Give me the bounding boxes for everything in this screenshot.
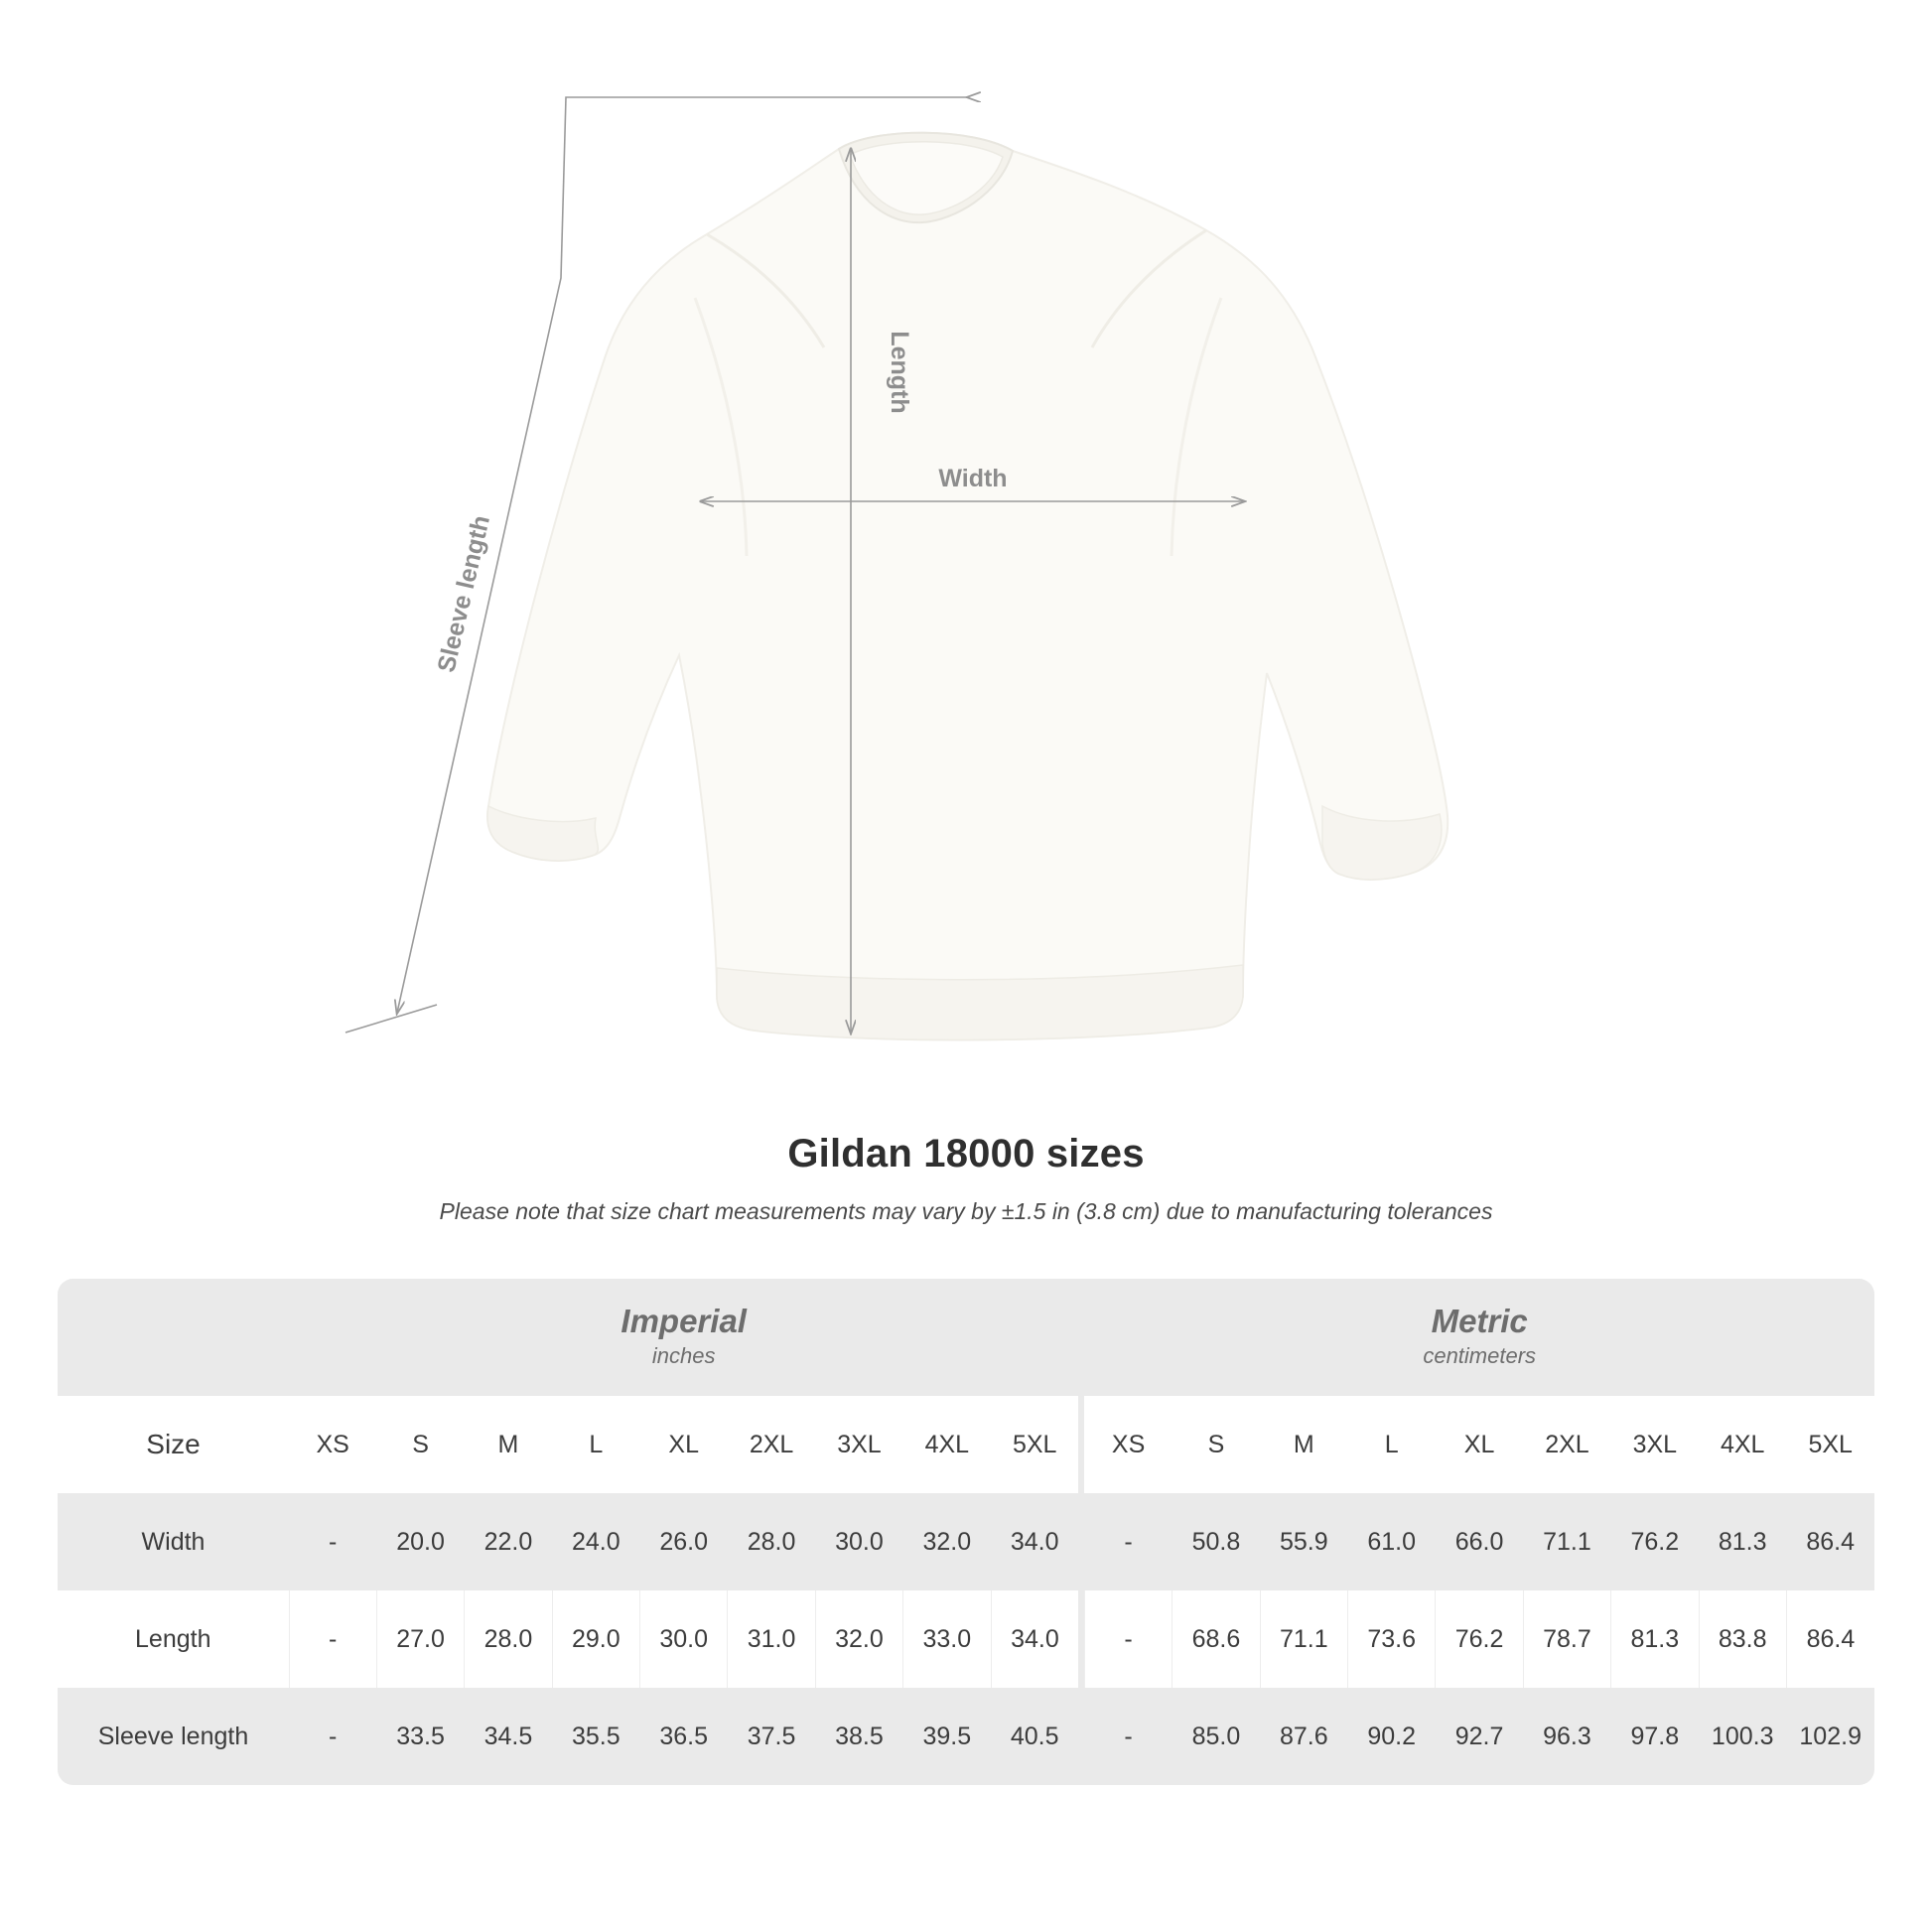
cell-length-imperial-xs: - [289, 1590, 376, 1688]
cell-width-metric-xl: 66.0 [1436, 1493, 1523, 1590]
cell-length-imperial-m: 28.0 [465, 1590, 552, 1688]
cell-length-imperial-3xl: 32.0 [815, 1590, 902, 1688]
cell-width-imperial-m: 22.0 [465, 1493, 552, 1590]
cell-length-metric-2xl: 78.7 [1523, 1590, 1610, 1688]
cell-sleeve-metric-2xl: 96.3 [1523, 1688, 1610, 1785]
cell-length-metric-m: 71.1 [1260, 1590, 1347, 1688]
tolerance-note: Please note that size chart measurements may vary by ±1.5 in (3.8 cm) due to manufacturing tolerances [439, 1198, 1493, 1224]
cell-width-imperial-xl: 26.0 [640, 1493, 728, 1590]
size-header-imperial-2xl: 2XL [728, 1396, 815, 1493]
imperial-header-cell [289, 1279, 1078, 1396]
metric-unit-sub: centimeters [1423, 1343, 1537, 1369]
cell-sleeve-metric-4xl: 100.3 [1699, 1688, 1786, 1785]
size-header-imperial-3xl: 3XL [815, 1396, 902, 1493]
sleeve-length-label: Sleeve length [432, 512, 495, 675]
size-header-metric-s: S [1173, 1396, 1260, 1493]
cell-width-metric-3xl: 76.2 [1611, 1493, 1699, 1590]
cell-sleeve-metric-m: 87.6 [1260, 1688, 1347, 1785]
size-table [58, 1279, 1874, 1785]
cell-length-metric-3xl: 81.3 [1611, 1590, 1699, 1688]
cell-width-imperial-s: 20.0 [376, 1493, 464, 1590]
metric-header-cell [1084, 1279, 1874, 1396]
cell-length-metric-xl: 76.2 [1436, 1590, 1523, 1688]
cell-sleeve-imperial-4xl: 39.5 [903, 1688, 991, 1785]
units-row-spacer [58, 1279, 289, 1396]
row-label-length: Length [58, 1590, 289, 1688]
cell-length-imperial-4xl: 33.0 [903, 1590, 991, 1688]
size-header-metric-m: M [1260, 1396, 1347, 1493]
size-header-metric-xs: XS [1084, 1396, 1172, 1493]
cell-sleeve-metric-xs: - [1084, 1688, 1172, 1785]
cell-width-metric-5xl: 86.4 [1786, 1493, 1874, 1590]
cell-sleeve-imperial-xs: - [289, 1688, 376, 1785]
size-header-metric-2xl: 2XL [1523, 1396, 1610, 1493]
cell-length-metric-xs: - [1084, 1590, 1172, 1688]
cell-sleeve-metric-5xl: 102.9 [1786, 1688, 1874, 1785]
cell-length-metric-s: 68.6 [1173, 1590, 1260, 1688]
metric-unit-name: Metric [1431, 1302, 1528, 1339]
cell-sleeve-metric-s: 85.0 [1173, 1688, 1260, 1785]
size-column-header: Size [58, 1396, 289, 1493]
size-header-imperial-xl: XL [640, 1396, 728, 1493]
width-label: Width [938, 465, 1008, 492]
cell-width-metric-m: 55.9 [1260, 1493, 1347, 1590]
cell-length-metric-5xl: 86.4 [1786, 1590, 1874, 1688]
page-title: Gildan 18000 sizes [787, 1132, 1145, 1175]
cell-width-metric-xs: - [1084, 1493, 1172, 1590]
cell-sleeve-imperial-2xl: 37.5 [728, 1688, 815, 1785]
cell-length-imperial-2xl: 31.0 [728, 1590, 815, 1688]
cell-width-imperial-5xl: 34.0 [991, 1493, 1078, 1590]
imperial-unit-name: Imperial [621, 1302, 747, 1339]
cell-width-metric-2xl: 71.1 [1523, 1493, 1610, 1590]
cell-length-metric-l: 73.6 [1348, 1590, 1436, 1688]
table-row [58, 1688, 1874, 1785]
length-label: Length [886, 331, 913, 414]
size-header-metric-xl: XL [1436, 1396, 1523, 1493]
size-header-metric-4xl: 4XL [1699, 1396, 1786, 1493]
cell-length-metric-4xl: 83.8 [1699, 1590, 1786, 1688]
cell-width-imperial-2xl: 28.0 [728, 1493, 815, 1590]
size-header-imperial-xs: XS [289, 1396, 376, 1493]
cell-width-imperial-3xl: 30.0 [815, 1493, 902, 1590]
cell-sleeve-imperial-3xl: 38.5 [815, 1688, 902, 1785]
cell-length-imperial-s: 27.0 [376, 1590, 464, 1688]
cell-width-metric-l: 61.0 [1348, 1493, 1436, 1590]
cell-sleeve-metric-3xl: 97.8 [1611, 1688, 1699, 1785]
table-row [58, 1590, 1874, 1688]
size-header-imperial-4xl: 4XL [903, 1396, 991, 1493]
cell-sleeve-metric-xl: 92.7 [1436, 1688, 1523, 1785]
sweatshirt-shape [487, 133, 1448, 1040]
size-header-imperial-m: M [465, 1396, 552, 1493]
row-label-width: Width [58, 1493, 289, 1590]
cell-width-imperial-l: 24.0 [552, 1493, 639, 1590]
cell-sleeve-imperial-l: 35.5 [552, 1688, 639, 1785]
cell-sleeve-metric-l: 90.2 [1348, 1688, 1436, 1785]
size-header-metric-5xl: 5XL [1786, 1396, 1874, 1493]
size-header-imperial-s: S [376, 1396, 464, 1493]
cell-width-imperial-xs: - [289, 1493, 376, 1590]
cell-length-imperial-xl: 30.0 [640, 1590, 728, 1688]
cell-width-metric-4xl: 81.3 [1699, 1493, 1786, 1590]
cell-sleeve-imperial-m: 34.5 [465, 1688, 552, 1785]
cell-width-metric-s: 50.8 [1173, 1493, 1260, 1590]
table-row [58, 1493, 1874, 1590]
size-table-container [58, 1279, 1874, 1785]
size-header-row [58, 1396, 1874, 1493]
size-header-imperial-5xl: 5XL [991, 1396, 1078, 1493]
size-header-metric-l: L [1348, 1396, 1436, 1493]
cell-length-imperial-5xl: 34.0 [991, 1590, 1078, 1688]
cell-width-imperial-4xl: 32.0 [903, 1493, 991, 1590]
cell-sleeve-imperial-s: 33.5 [376, 1688, 464, 1785]
title-block [0, 1132, 1932, 1225]
imperial-unit-sub: inches [651, 1343, 716, 1369]
units-header-row [58, 1279, 1874, 1396]
cell-sleeve-imperial-xl: 36.5 [640, 1688, 728, 1785]
size-header-metric-3xl: 3XL [1611, 1396, 1699, 1493]
cell-sleeve-imperial-5xl: 40.5 [991, 1688, 1078, 1785]
row-label-sleeve-length: Sleeve length [58, 1688, 289, 1785]
cell-length-imperial-l: 29.0 [552, 1590, 639, 1688]
size-header-imperial-l: L [552, 1396, 639, 1493]
